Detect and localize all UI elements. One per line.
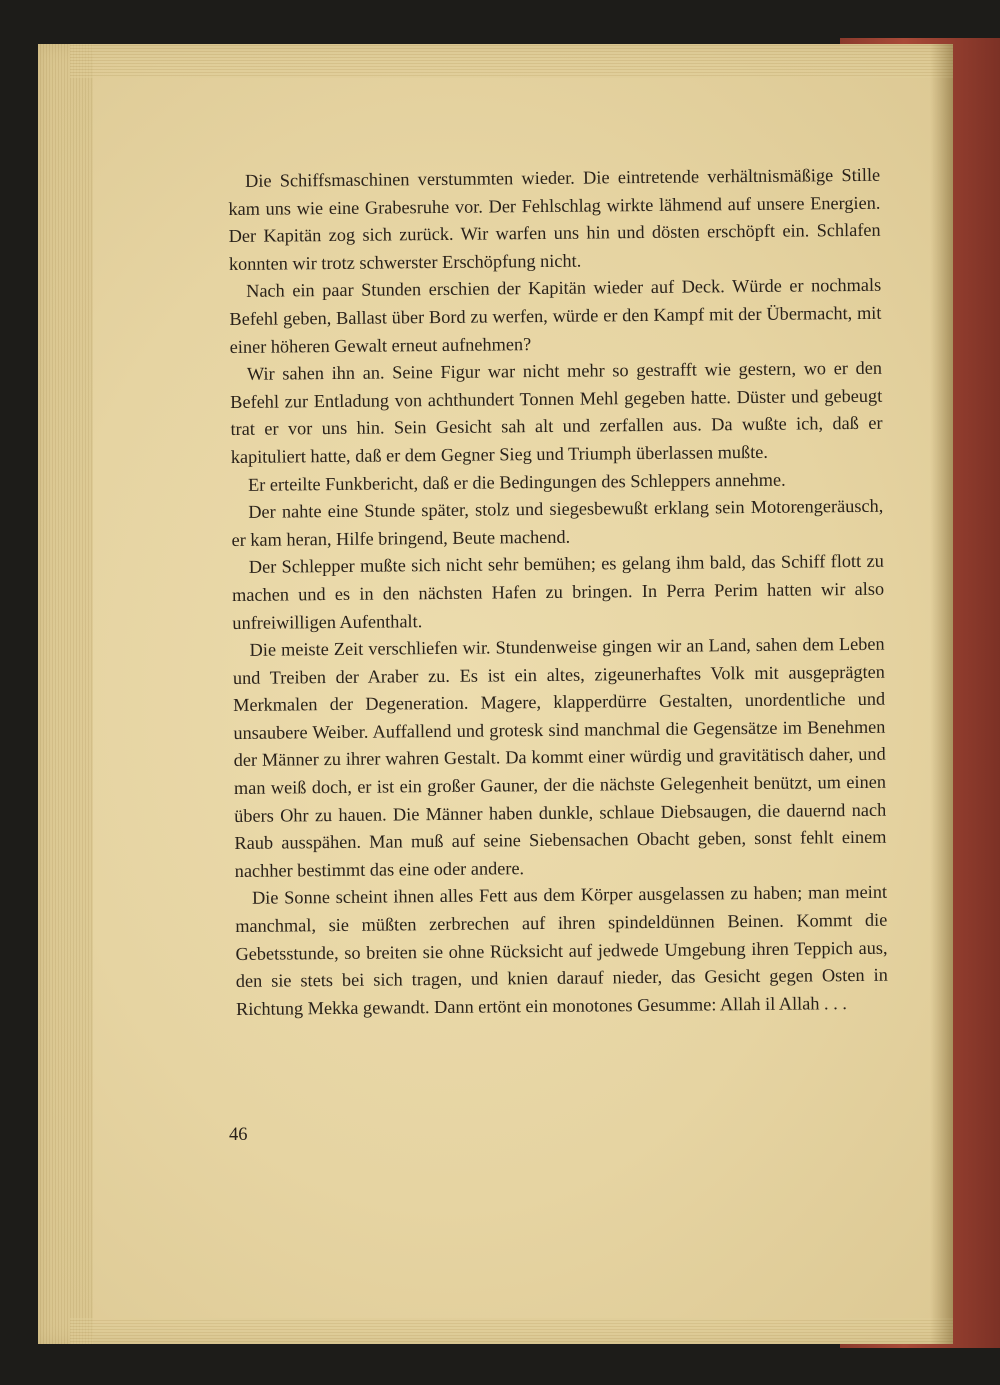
body-text: [228, 162, 888, 1024]
paragraph: Die Sonne scheint ihnen alles Fett aus dem Körper ausgelassen zu haben; man meint manchmal, sie müßten zerbrechen auf ihren spindeldünnen Beinen. Kommt die Gebetsstunde, so breiten sie ohne Rücksicht auf jedwede Umgebung ihren Teppich aus, den sie stets bei sich tragen, und knien darauf nieder, das Gesicht gegen Osten in Richtung Mekka gewandt. Dann ertönt ein monotones Gesumme: Allah il Allah . . .: [235, 882, 888, 1019]
paragraph: Die Schiffsmaschinen verstummten wieder. Die eintretende verhältnismäßige Stille kam uns wie eine Grabesruhe vor. Der Fehlschlag wirkte lähmend auf unsere Energien. Der Kapitän zog sich zurück. Wir warfen uns hin und dösten erschöpft ein. Schlafen konnten wir trotz schwerster Erschöpfung nicht.: [228, 164, 881, 274]
paragraph: Der Schlepper mußte sich nicht sehr bemühen; es gelang ihm bald, das Schiff flott zu machen und es in den nächsten Hafen zu bringen. In Perra Perim hatten wir also unfreiwilligen Aufenthalt.: [232, 551, 885, 633]
page-number: 46: [229, 1125, 248, 1145]
page-gutter-shadow: [930, 44, 953, 1344]
paragraph: Die meiste Zeit verschliefen wir. Stundenweise gingen wir an Land, sahen dem Leben und Treiben der Araber zu. Es ist ein altes, zigeunerhaftes Volk mit ausgeprägten Merkmalen der Degeneration. Magere, klapperdürre Gestalten, unordentliche und unsaubere Weiber. Auffallend und grotesk sind manchmal die Gegensätze im Benehmen der Männer zu ihrer wahren Gestalt. Da kommt einer würdig und gravitätisch daher, und man weiß doch, er ist ein großer Gauner, der die nächste Gelegenheit benützt, um einen übers Ohr zu hauen. Die Männer haben dunkle, schlaue Diebsaugen, die dauernd nach Raub ausspähen. Man muß auf seine Siebensachen Obacht geben, sonst fehlt einem nachher bestimmt das eine oder andere.: [232, 633, 887, 881]
page-stack-edge-top: [70, 44, 953, 78]
paragraph: Wir sahen ihn an. Seine Figur war nicht mehr so gestrafft wie gestern, wo er den Befehl zur Entladung von achthundert Tonnen Mehl gegeben hatte. Düster und gebeugt trat er vor uns hin. Sein Gesicht sah alt und zerfallen aus. Da wußte ich, daß er kapituliert hatte, daß er dem Gegner Sieg und Triumph überlassen mußte.: [230, 357, 883, 467]
page-stack-edge-bottom: [70, 1318, 953, 1344]
paragraph: Er erteilte Funkbericht, daß er die Bedingungen des Schleppers annehme.: [247, 469, 786, 495]
paragraph: Der nahte eine Stunde später, stolz und siegesbewußt erklang sein Motorengeräusch, er kam heran, Hilfe bringend, Beute machend.: [231, 495, 884, 550]
page-stack-edge-left: [38, 44, 93, 1344]
paragraph: Nach ein paar Stunden erschien der Kapitän wieder auf Deck. Würde er nochmals Befehl geben, Ballast über Bord zu werfen, würde er den Kampf mit der Übermacht, mit einer höheren Gewalt erneut aufnehmen?: [229, 275, 882, 357]
